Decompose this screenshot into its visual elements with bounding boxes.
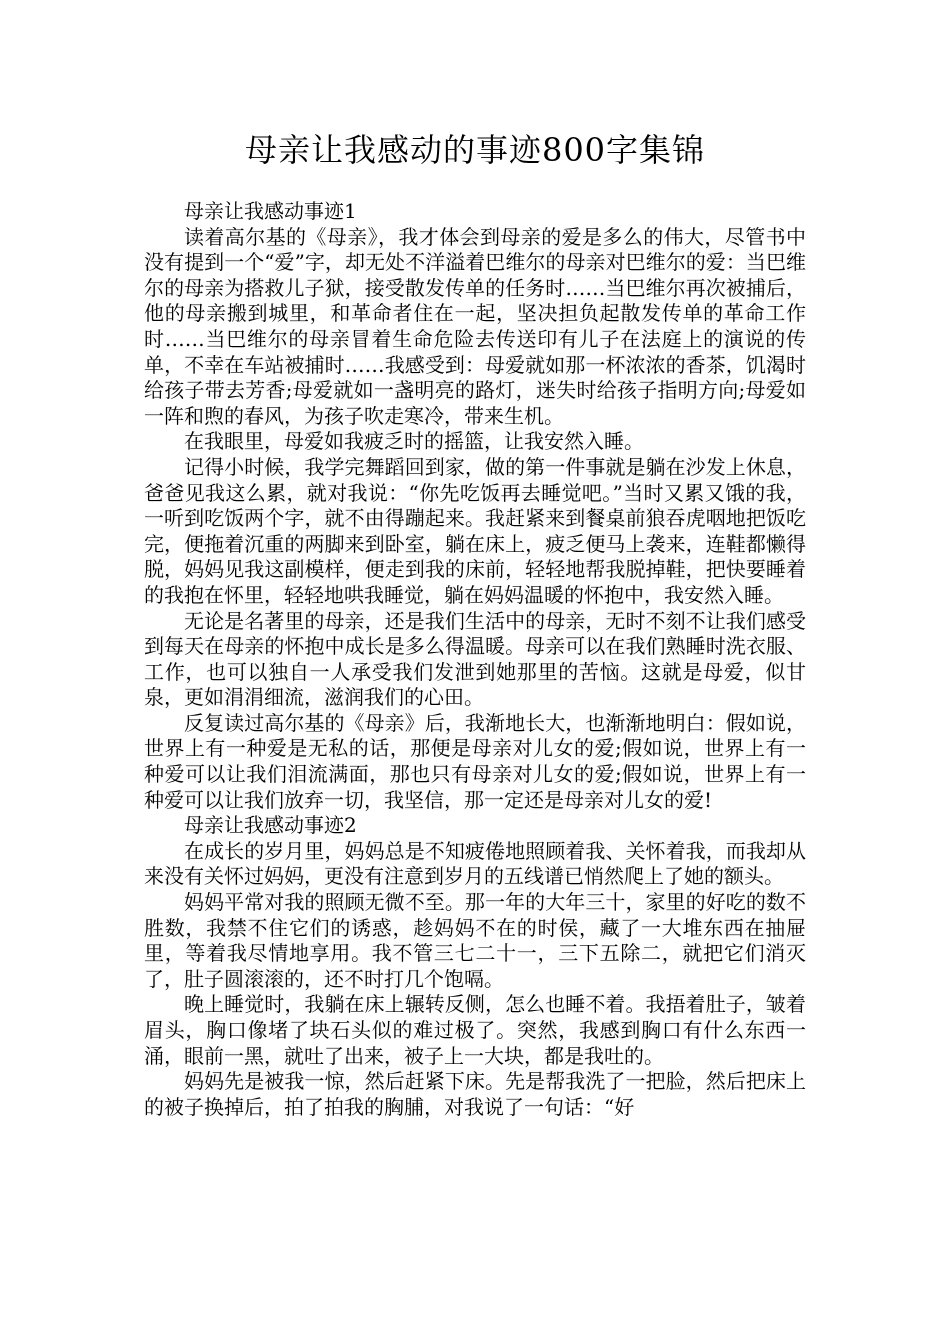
paragraph: 妈妈先是被我一惊，然后赶紧下床。先是帮我洗了一把脸，然后把床上的被子换掉后，拍了拍我的胸脯，对我说了一句话：“好 <box>144 1069 806 1119</box>
paragraph: 在成长的岁月里，妈妈总是不知疲倦地照顾着我、关怀着我，而我却从来没有关怀过妈妈，更没有注意到岁月的五线谱已悄然爬上了她的额头。 <box>144 838 806 889</box>
paragraph: 晚上睡觉时，我躺在床上辗转反侧，怎么也睡不着。我捂着肚子，皱着眉头，胸口像堵了块石头似的难过极了。突然，我感到胸口有什么东西一涌，眼前一黑，就吐了出来，被子上一大块，都是我吐的。 <box>144 992 806 1068</box>
section-heading-1: 母亲让我感动事迹1 <box>184 199 357 223</box>
paragraph: 反复读过高尔基的《母亲》后，我渐地长大，也渐渐地明白：假如说，世界上有一种爱是无私的话，那便是母亲对儿女的爱;假如说，世界上有一种爱可以让我们泪流满面，那也只有母亲对儿女的爱;假如说，世界上有一种爱可以让我们放弃一切，我坚信，那一定还是母亲对儿女的爱! <box>144 710 806 812</box>
section-heading-2: 母亲让我感动事迹2 <box>184 813 357 838</box>
paragraph: 妈妈平常对我的照顾无微不至。那一年的大年三十，家里的好吃的数不胜数，我禁不住它们的诱惑，趁妈妈不在的时侯，藏了一大堆东西在抽屉里，等着我尽情地享用。我不管三七二十一，三下五除二，就把它们消灭了，肚子圆滚滚的，还不时打几个饱嗝。 <box>144 890 806 991</box>
document-title: 母亲让我感动的事迹800字集锦 <box>244 131 706 169</box>
document-body <box>144 199 806 1120</box>
paragraph: 读着高尔基的《母亲》，我才体会到母亲的爱是多么的伟大，尽管书中没有提到一个“爱”字，却无处不洋溢着巴维尔的母亲对巴维尔的爱：当巴维尔的母亲为搭救儿子狱，接受散发传单的任务时……当巴维尔再次被捕后，他的母亲搬到城里，和革命者住在一起，坚决担负起散发传单的革命工作时……当巴维尔的母亲冒着生命危险去传送印有儿子在法庭上的演说的传单，不幸在车站被捕时……我感受到：母爱就如那一杯浓浓的香茶，饥渴时给孩子带去芳香;母爱就如一盏明亮的路灯，迷失时给孩子指明方向;母爱如一阵和煦的春风，为孩子吹走寒冷，带来生机。 <box>144 224 806 428</box>
paragraph: 记得小时候，我学完舞蹈回到家，做的第一件事就是躺在沙发上休息，爸爸见我这么累，就对我说：“你先吃饭再去睡觉吧。”当时又累又饿的我，一听到吃饭两个字，就不由得蹦起来。我赶紧来到餐桌前狼吞虎咽地把饭吃完，便拖着沉重的两脚来到卧室，躺在床上，疲乏便马上袭来，连鞋都懒得脱，妈妈见我这副模样，便走到我的床前，轻轻地帮我脱掉鞋，把快要睡着的我抱在怀里，轻轻地哄我睡觉，躺在妈妈温暖的怀抱中，我安然入睡。 <box>144 454 806 607</box>
paragraph: 在我眼里，母爱如我疲乏时的摇篮，让我安然入睡。 <box>184 429 644 454</box>
paragraph: 无论是名著里的母亲，还是我们生活中的母亲，无时不刻不让我们感受到每天在母亲的怀抱中成长是多么得温暖。母亲可以在我们熟睡时洗衣服、工作，也可以独自一人承受我们发泄到她那里的苦恼。这就是母爱，似甘泉，更如涓涓细流，滋润我们的心田。 <box>144 608 806 710</box>
